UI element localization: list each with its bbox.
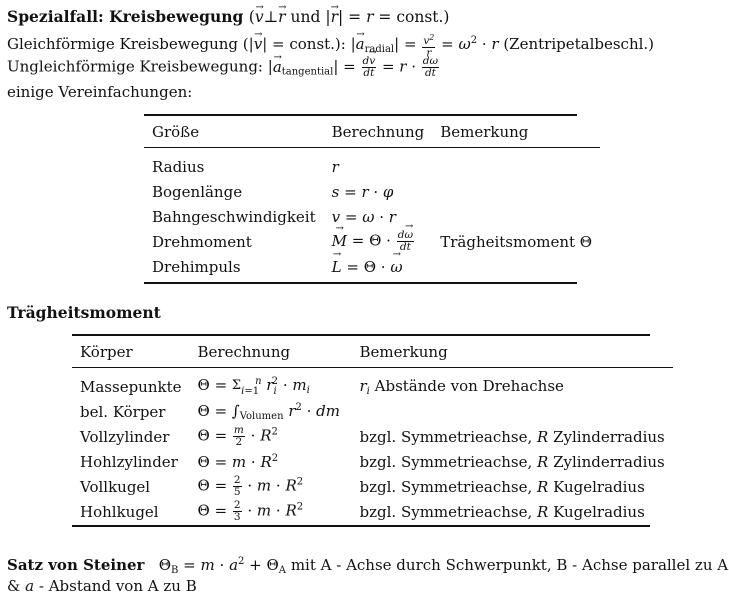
table1-header-remark: Bemerkung bbox=[440, 123, 529, 141]
row-note-point-masses: $r_i$ Abstände von Drehachse bbox=[359, 376, 564, 397]
row-calc-solid-sphere: Θ = $\frac{2}{5}$ · $m \cdot R^2$ bbox=[197, 474, 304, 498]
heading-circular-motion bbox=[7, 7, 449, 27]
integral-subscript: Volumen bbox=[239, 410, 284, 422]
heading-condition: (→ v⊥→ r und |→ r| = r = const.) bbox=[249, 8, 450, 26]
row-calc-point-masses: $\Theta = \Sigma_{i=1}^n$ $r_i^2 \cdot m_i$ bbox=[197, 376, 310, 397]
row-calc-arbitrary-body: $\Theta = \int_{Volumen}$ $r^2$ · dm bbox=[197, 401, 340, 422]
centripetal-note: (Zentripetalbeschl.) bbox=[503, 35, 655, 53]
table-row bbox=[72, 374, 673, 399]
table-row bbox=[72, 499, 673, 524]
table1-header-row bbox=[144, 117, 600, 148]
table-row bbox=[72, 424, 673, 449]
table-row bbox=[144, 179, 600, 204]
steiner-theorem: Satz von Steiner $\Theta_B = m \cdot a^2 + \Theta_A$ mit A - Achse durch Schwerpunkt, B - Achse parallel zu A bbox=[7, 556, 729, 576]
table-row bbox=[144, 154, 600, 179]
steiner-text-2: - Abstand von A zu B bbox=[38, 577, 197, 595]
row-note-arc-length bbox=[432, 179, 600, 204]
row-calc-arc-length: s = r · φ bbox=[331, 182, 394, 201]
heading-text: Spezialfall: Kreisbewegung bbox=[7, 7, 244, 26]
row-name-velocity: Bahngeschwindigkeit bbox=[152, 207, 316, 226]
row-note-solid-cylinder: bzgl. Symmetrieachse, R Zylinderradius bbox=[359, 427, 665, 446]
nonuniform-motion-label: Ungleichförmige Kreisbewegung: bbox=[7, 57, 263, 76]
table-row bbox=[144, 229, 600, 254]
simplifications-label: einige Vereinfachungen: bbox=[7, 83, 193, 101]
row-note-hollow-cylinder: bzgl. Symmetrieachse, R Zylinderradius bbox=[359, 452, 665, 471]
row-name-point-masses: Massepunkte bbox=[80, 377, 182, 396]
row-calc-torque: → M = Θ · $\frac{d\to \omega}{dt}$ bbox=[324, 229, 433, 254]
table1-header-quantity: Größe bbox=[152, 123, 200, 141]
table1-header-calculation: Berechnung bbox=[331, 123, 425, 141]
row-note-hollow-sphere: bzgl. Symmetrieachse, R Kugelradius bbox=[359, 502, 645, 521]
table-moment-of-inertia bbox=[72, 337, 673, 524]
steiner-theorem-continued: & a - Abstand von A zu B bbox=[7, 577, 197, 595]
row-name-solid-sphere: Vollkugel bbox=[80, 477, 151, 496]
v2-over-r: $\frac{v^2}{r}$ bbox=[423, 32, 435, 59]
row-name-hollow-sphere: Hohlkugel bbox=[80, 502, 159, 521]
table2-bottom-rule bbox=[72, 525, 650, 527]
a-tangential-sub: tangential bbox=[281, 66, 334, 78]
table1-bottom-rule bbox=[144, 282, 577, 284]
uniform-motion-line: Gleichförmige Kreisbewegung (|→ v| = const.): |→ $a_{radial}|$ = $\frac{v^2}{r}$ = $\omega^2 \cdot r$ (Zentripetalbeschl.) bbox=[7, 31, 654, 60]
row-name-hollow-cylinder: Hohlzylinder bbox=[80, 452, 178, 471]
row-note-torque: Trägheitsmoment Θ bbox=[440, 232, 593, 251]
row-calc-velocity: v = ω · r bbox=[331, 207, 396, 226]
table-row bbox=[144, 254, 600, 279]
row-note-velocity bbox=[432, 204, 600, 229]
row-name-solid-cylinder: Vollzylinder bbox=[80, 427, 170, 446]
table-row bbox=[72, 399, 673, 424]
table1-top-rule bbox=[144, 114, 577, 116]
a-radial-sub: radial bbox=[364, 44, 395, 55]
table2-header-calculation: Berechnung bbox=[197, 343, 291, 361]
steiner-text-1: mit A - Achse durch Schwerpunkt, B - Achse parallel zu A bbox=[290, 556, 729, 574]
table2-header-body: Körper bbox=[80, 343, 133, 361]
table2-top-rule bbox=[72, 334, 650, 336]
table2-header-row bbox=[72, 337, 673, 368]
row-note-angular-momentum bbox=[432, 254, 600, 279]
steiner-title: Satz von Steiner bbox=[7, 556, 145, 574]
row-note-arbitrary-body bbox=[352, 399, 673, 424]
row-name-torque: Drehmoment bbox=[152, 232, 252, 251]
row-calc-angular-momentum: → L = Θ · → ω bbox=[324, 254, 433, 279]
uniform-motion-label: Gleichförmige Kreisbewegung bbox=[7, 35, 239, 53]
row-note-radius bbox=[432, 154, 600, 179]
row-name-arc-length: Bogenlänge bbox=[152, 182, 243, 201]
table-simplifications bbox=[144, 117, 600, 279]
table-row bbox=[144, 204, 600, 229]
table-row bbox=[72, 474, 673, 499]
row-calc-hollow-sphere: Θ = $\frac{2}{3}$ · $m \cdot R^2$ bbox=[197, 499, 304, 523]
table2-header-remark: Bemerkung bbox=[359, 343, 448, 361]
row-name-angular-momentum: Drehimpuls bbox=[152, 257, 241, 276]
domega-dt: $\frac{d\omega}{dt}$ bbox=[422, 55, 439, 79]
row-name-radius: Radius bbox=[152, 157, 205, 176]
dv-dt: $\frac{d\to v}{dt}$ bbox=[362, 56, 377, 79]
row-note-solid-sphere: bzgl. Symmetrieachse, R Kugelradius bbox=[359, 477, 645, 496]
nonuniform-motion-line: Ungleichförmige Kreisbewegung: |→ $a_{tangential}|$ = $\frac{d\to v}{dt}$ = r · $\frac{d\omega}{dt}$ bbox=[7, 56, 440, 83]
table-row bbox=[72, 449, 673, 474]
row-calc-solid-cylinder: Θ = $\frac{m}{2}$ · $R^2$ bbox=[197, 424, 278, 448]
heading-moment-of-inertia: Trägheitsmoment bbox=[7, 303, 161, 322]
row-name-arbitrary-body: bel. Körper bbox=[80, 402, 166, 421]
row-calc-radius: r bbox=[331, 157, 339, 176]
row-calc-hollow-cylinder: $\Theta = m \cdot R^2$ bbox=[197, 452, 279, 471]
